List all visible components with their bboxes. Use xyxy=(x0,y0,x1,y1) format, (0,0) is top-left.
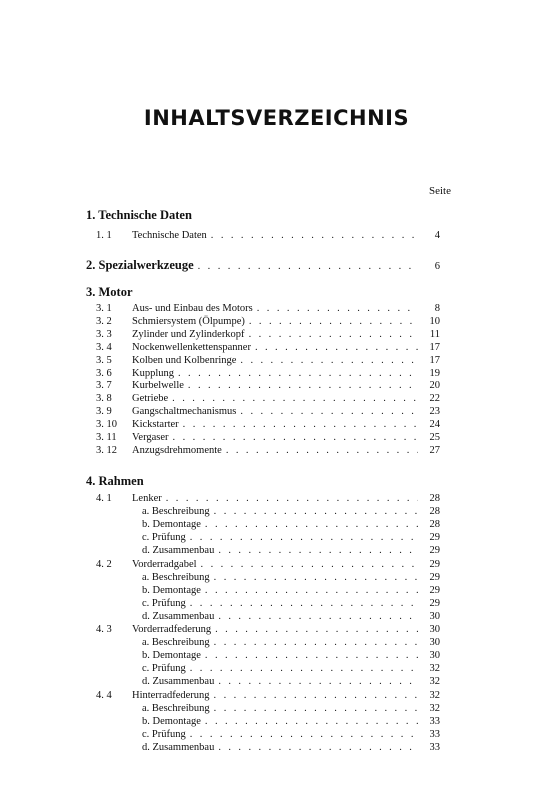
toc-row[interactable] xyxy=(96,531,440,544)
toc-page: 33 xyxy=(429,728,440,740)
toc-page: 29 xyxy=(429,545,440,557)
toc-number: 3. 2 xyxy=(96,315,112,327)
dot-leader xyxy=(214,636,418,649)
toc-page: 6 xyxy=(434,261,440,272)
toc-page: 20 xyxy=(429,380,440,392)
toc-page: 28 xyxy=(429,506,440,518)
toc-page: 29 xyxy=(429,571,440,583)
toc-row[interactable] xyxy=(96,623,440,636)
section-heading: 1. Technische Daten xyxy=(86,208,192,222)
toc-number: 4. 2 xyxy=(96,558,112,570)
toc-page: 29 xyxy=(429,597,440,609)
toc-number: 1. 1 xyxy=(96,230,112,241)
toc-label: Technische Daten xyxy=(132,230,207,241)
dot-leader xyxy=(166,492,418,505)
toc-page: 30 xyxy=(429,624,440,635)
toc-label: b. Demontage xyxy=(142,715,201,727)
section-heading: 2. Spezialwerkzeuge xyxy=(86,258,194,272)
toc-label: Schmiersystem (Ölpumpe) xyxy=(132,315,245,327)
toc-label: Aus- und Einbau des Motors xyxy=(132,303,253,314)
toc-page: 8 xyxy=(434,303,440,314)
toc-label: Kupplung xyxy=(132,367,174,379)
dot-leader xyxy=(215,623,418,636)
dot-leader xyxy=(205,715,418,728)
dot-leader xyxy=(218,675,418,688)
toc-number: 4. 4 xyxy=(96,689,112,701)
toc-number: 3. 7 xyxy=(96,380,112,392)
toc-page: 29 xyxy=(429,532,440,544)
toc-label: d. Zusammenbau xyxy=(142,741,215,753)
toc-label: Anzugsdrehmomente xyxy=(132,444,222,456)
toc-label: c. Prüfung xyxy=(142,728,186,740)
toc-label: Lenker xyxy=(132,493,162,504)
toc-label: a. Beschreibung xyxy=(142,702,210,714)
dot-leader xyxy=(214,505,418,518)
toc-label: b. Demontage xyxy=(142,650,201,662)
dot-leader xyxy=(214,689,418,702)
toc-page: 33 xyxy=(429,715,440,727)
toc-row[interactable] xyxy=(96,367,440,380)
toc-page: 32 xyxy=(429,702,440,714)
toc-label: b. Demontage xyxy=(142,519,201,531)
toc-label: Vergaser xyxy=(132,432,169,443)
toc-page: 33 xyxy=(429,741,440,753)
toc-page: 29 xyxy=(429,584,440,596)
toc-number: 3. 3 xyxy=(96,328,112,340)
page-column-header: Seite xyxy=(429,185,451,197)
toc-label: c. Prüfung xyxy=(142,597,186,609)
toc-row[interactable] xyxy=(96,544,440,557)
toc-number: 3. 6 xyxy=(96,367,112,379)
toc-label: a. Beschreibung xyxy=(142,637,210,649)
toc-page: 4 xyxy=(434,230,440,241)
dot-leader xyxy=(211,229,418,242)
dot-leader xyxy=(218,544,418,557)
toc-row[interactable] xyxy=(96,444,440,457)
toc-row[interactable] xyxy=(96,518,440,531)
toc-number: 3. 10 xyxy=(96,419,117,431)
toc-row[interactable] xyxy=(96,675,440,688)
toc-label: c. Prüfung xyxy=(142,663,186,675)
toc-number: 3. 11 xyxy=(96,432,117,443)
toc-label: Nockenwellenkettenspanner xyxy=(132,341,251,353)
dot-leader xyxy=(183,418,418,431)
toc-row[interactable] xyxy=(96,431,440,444)
dot-leader xyxy=(257,302,418,315)
section-heading: 4. Rahmen xyxy=(86,474,144,488)
toc-row[interactable] xyxy=(96,571,440,584)
toc-number: 4. 1 xyxy=(96,493,112,504)
toc-number: 3. 5 xyxy=(96,354,112,366)
toc-row[interactable] xyxy=(96,649,440,662)
dot-leader xyxy=(190,531,418,544)
dot-leader xyxy=(173,431,418,444)
toc-label: Kolben und Kolbenringe xyxy=(132,354,237,366)
dot-leader xyxy=(205,518,418,531)
toc-row[interactable] xyxy=(96,354,440,367)
dot-leader xyxy=(226,444,418,457)
toc-row[interactable] xyxy=(96,662,440,675)
toc-label: a. Beschreibung xyxy=(142,571,210,583)
toc-section-row[interactable] xyxy=(86,258,440,273)
toc-row[interactable] xyxy=(96,558,440,571)
toc-label: d. Zusammenbau xyxy=(142,610,215,622)
toc-label: a. Beschreibung xyxy=(142,506,210,518)
toc-page: 17 xyxy=(429,354,440,366)
toc-row[interactable] xyxy=(96,418,440,431)
toc-row[interactable] xyxy=(96,728,440,741)
dot-leader xyxy=(198,261,418,272)
toc-page: 23 xyxy=(429,406,440,418)
toc-label: Kickstarter xyxy=(132,419,179,431)
dot-leader xyxy=(240,405,418,418)
toc-page: 29 xyxy=(429,558,440,570)
toc-row[interactable] xyxy=(96,610,440,623)
toc-page: 27 xyxy=(429,444,440,456)
toc-label: Vorderradgabel xyxy=(132,558,197,570)
toc-row[interactable] xyxy=(96,379,440,392)
dot-leader xyxy=(205,649,418,662)
dot-leader xyxy=(218,610,418,623)
toc-label: Hinterradfederung xyxy=(132,689,210,701)
dot-leader xyxy=(190,597,418,610)
toc-page: 30 xyxy=(429,610,440,622)
toc-label: Gangschaltmechanismus xyxy=(132,406,237,418)
dot-leader xyxy=(178,367,418,380)
dot-leader xyxy=(249,328,418,341)
toc-row[interactable] xyxy=(96,229,440,242)
toc-row[interactable] xyxy=(96,405,440,418)
page-title: INHALTSVERZEICHNIS xyxy=(143,106,410,130)
toc-page: 10 xyxy=(429,315,440,327)
toc-page: 24 xyxy=(429,419,440,431)
toc-page: 19 xyxy=(429,367,440,379)
toc-row[interactable] xyxy=(96,584,440,597)
toc-row[interactable] xyxy=(96,715,440,728)
toc-page: 17 xyxy=(429,341,440,353)
toc-page: 22 xyxy=(429,393,440,405)
toc-number: 4. 3 xyxy=(96,624,112,635)
dot-leader xyxy=(249,315,418,328)
toc-row[interactable] xyxy=(96,597,440,610)
dot-leader xyxy=(240,354,418,367)
toc-number: 3. 9 xyxy=(96,406,112,418)
toc-page: 32 xyxy=(429,689,440,701)
toc-label: b. Demontage xyxy=(142,584,201,596)
toc-number: 3. 12 xyxy=(96,444,117,456)
toc-row[interactable] xyxy=(96,702,440,715)
dot-leader xyxy=(190,728,418,741)
dot-leader xyxy=(205,584,418,597)
toc-page: 25 xyxy=(429,432,440,443)
toc-row[interactable] xyxy=(96,636,440,649)
toc-row[interactable] xyxy=(96,315,440,328)
dot-leader xyxy=(172,392,418,405)
toc-label: Getriebe xyxy=(132,393,169,405)
toc-page: 32 xyxy=(429,663,440,675)
toc-label: d. Zusammenbau xyxy=(142,545,215,557)
toc-row[interactable] xyxy=(96,505,440,518)
toc-number: 3. 4 xyxy=(96,341,112,353)
toc-row[interactable] xyxy=(96,341,440,354)
toc-page: 30 xyxy=(429,637,440,649)
section-heading: 3. Motor xyxy=(86,285,133,299)
toc-row[interactable] xyxy=(96,392,440,405)
toc-number: 3. 1 xyxy=(96,303,112,314)
toc-row[interactable] xyxy=(96,741,440,754)
toc-page: 28 xyxy=(429,519,440,531)
dot-leader xyxy=(188,379,418,392)
toc-row[interactable] xyxy=(96,689,440,702)
toc-page: 11 xyxy=(429,328,440,340)
dot-leader xyxy=(190,662,418,675)
dot-leader xyxy=(214,702,418,715)
toc-page: 32 xyxy=(429,676,440,688)
dot-leader xyxy=(218,741,418,754)
toc-row[interactable] xyxy=(96,328,440,341)
toc-label: d. Zusammenbau xyxy=(142,676,215,688)
dot-leader xyxy=(255,341,418,354)
toc-label: Zylinder und Zylinderkopf xyxy=(132,328,245,340)
toc-row[interactable] xyxy=(96,492,440,505)
toc-label: Kurbelwelle xyxy=(132,380,184,392)
toc-label: Vorderradfederung xyxy=(132,624,212,635)
toc-row[interactable] xyxy=(96,302,440,315)
toc-page: 28 xyxy=(429,493,440,504)
toc-page: 30 xyxy=(429,650,440,662)
toc-label: c. Prüfung xyxy=(142,532,186,544)
dot-leader xyxy=(201,558,418,571)
toc-number: 3. 8 xyxy=(96,393,112,405)
dot-leader xyxy=(214,571,418,584)
